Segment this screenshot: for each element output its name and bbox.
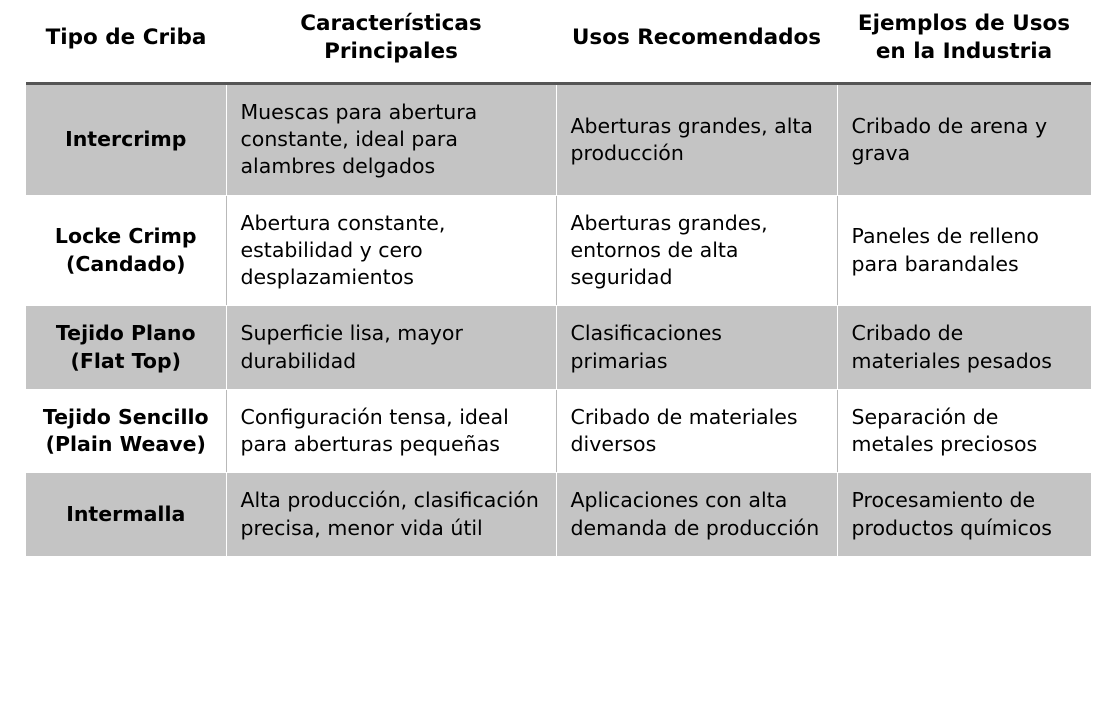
cell-usos: Aplicaciones con alta demanda de producción — [556, 473, 837, 556]
cell-usos: Clasificaciones primarias — [556, 306, 837, 390]
column-header-ejemplos: Ejemplos de Usos en la Industria — [837, 0, 1091, 83]
table-row — [26, 83, 1091, 195]
cell-tipo: Tejido Sencillo (Plain Weave) — [26, 389, 226, 473]
column-header-tipo: Tipo de Criba — [26, 0, 226, 83]
cell-usos: Aberturas grandes, entornos de alta seguridad — [556, 195, 837, 306]
cell-usos: Cribado de materiales diversos — [556, 389, 837, 473]
cell-usos: Aberturas grandes, alta producción — [556, 83, 837, 195]
cell-caracteristicas: Superficie lisa, mayor durabilidad — [226, 306, 556, 390]
column-header-caracteristicas: Características Principales — [226, 0, 556, 83]
cell-ejemplos: Paneles de relleno para barandales — [837, 195, 1091, 306]
cell-ejemplos: Cribado de arena y grava — [837, 83, 1091, 195]
criba-comparison-table — [26, 0, 1091, 556]
table-row — [26, 389, 1091, 473]
table-row — [26, 195, 1091, 306]
cell-caracteristicas: Muescas para abertura constante, ideal para alambres delgados — [226, 83, 556, 195]
column-header-usos: Usos Recomendados — [556, 0, 837, 83]
cell-caracteristicas: Alta producción, clasificación precisa, menor vida útil — [226, 473, 556, 556]
table-row — [26, 473, 1091, 556]
table-header — [26, 0, 1091, 83]
table-body — [26, 83, 1091, 556]
cell-ejemplos: Procesamiento de productos químicos — [837, 473, 1091, 556]
cell-tipo: Tejido Plano (Flat Top) — [26, 306, 226, 390]
table-row — [26, 306, 1091, 390]
cell-caracteristicas: Abertura constante, estabilidad y cero desplazamientos — [226, 195, 556, 306]
cell-ejemplos: Cribado de materiales pesados — [837, 306, 1091, 390]
cell-ejemplos: Separación de metales preciosos — [837, 389, 1091, 473]
cell-caracteristicas: Configuración tensa, ideal para aberturas pequeñas — [226, 389, 556, 473]
cell-tipo: Locke Crimp (Candado) — [26, 195, 226, 306]
header-row — [26, 0, 1091, 83]
cell-tipo: Intercrimp — [26, 83, 226, 195]
cell-tipo: Intermalla — [26, 473, 226, 556]
